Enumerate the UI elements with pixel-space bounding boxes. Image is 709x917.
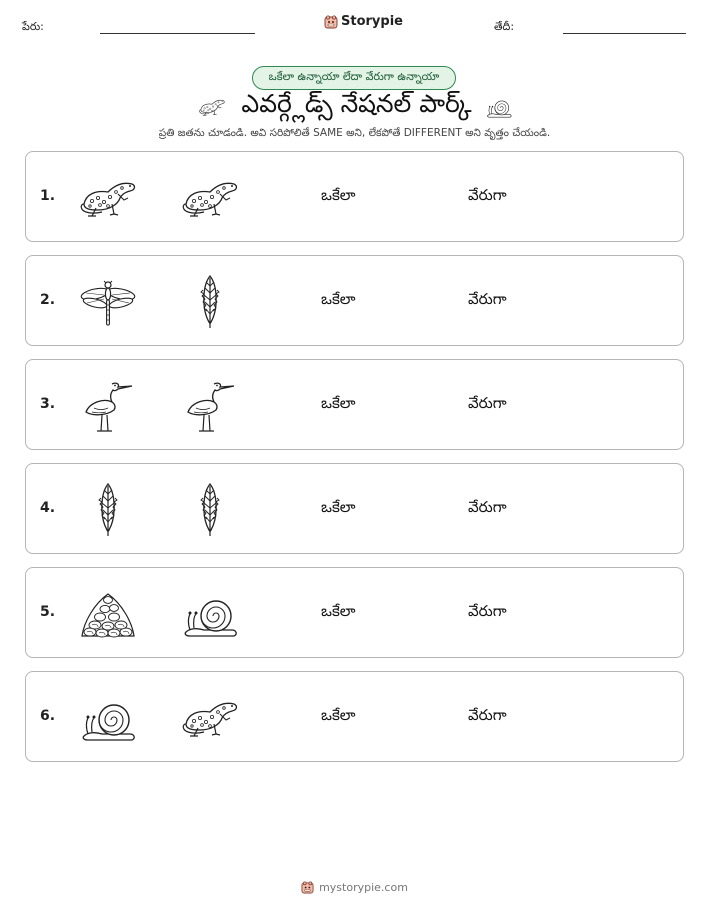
- date-line[interactable]: [563, 33, 686, 34]
- name-line[interactable]: [100, 33, 255, 34]
- exercise-row: [25, 567, 684, 658]
- date-label: తేదీ:: [494, 20, 515, 33]
- different-option[interactable]: వేరుగా: [468, 498, 507, 516]
- same-option[interactable]: ఒకేలా: [321, 186, 356, 204]
- exercise-row: [25, 463, 684, 554]
- storypie-logo-icon: [301, 881, 314, 894]
- lizard-icon: [195, 94, 229, 120]
- snail-icon: [180, 586, 240, 642]
- dragonfly-icon: [78, 274, 138, 330]
- same-option[interactable]: ఒకేలా: [321, 602, 356, 620]
- different-option[interactable]: వేరుగా: [468, 706, 507, 724]
- exercise-row: [25, 359, 684, 450]
- footer-url: mystorypie.com: [319, 881, 408, 894]
- brand-name: Storypie: [341, 14, 403, 29]
- worksheet-tag: ఒకేలా ఉన్నాయా లేదా వేరుగా ఉన్నాయా: [252, 66, 456, 90]
- heron-icon: [78, 378, 138, 434]
- storypie-logo-icon: [324, 15, 338, 29]
- snail-icon: [78, 690, 138, 746]
- different-option[interactable]: వేరుగా: [468, 602, 507, 620]
- heron-icon: [180, 378, 240, 434]
- name-label: పేరు:: [22, 20, 44, 33]
- row-number: 4.: [40, 500, 56, 516]
- page-title: ఎవర్గ్లేడ్స్ నేషనల్ పార్క్: [241, 89, 472, 118]
- same-option[interactable]: ఒకేలా: [321, 290, 356, 308]
- shell-pile-icon: [78, 586, 138, 642]
- row-number: 1.: [40, 188, 56, 204]
- footer: [0, 881, 709, 894]
- lizard-icon: [180, 170, 240, 226]
- exercise-row: [25, 671, 684, 762]
- exercise-row: [25, 255, 684, 346]
- exercise-row: [25, 151, 684, 242]
- leaf-icon: [180, 482, 240, 538]
- brand: [324, 14, 403, 29]
- row-number: 3.: [40, 396, 56, 412]
- different-option[interactable]: వేరుగా: [468, 394, 507, 412]
- lizard-icon: [180, 690, 240, 746]
- instructions: ప్రతి జతను చూడండి. అవి సరిపోలితే SAME అని, లేకపోతే DIFFERENT అని వృత్తం చేయండి.: [158, 127, 551, 139]
- same-option[interactable]: ఒకేలా: [321, 706, 356, 724]
- leaf-icon: [78, 482, 138, 538]
- different-option[interactable]: వేరుగా: [468, 290, 507, 308]
- row-number: 6.: [40, 708, 56, 724]
- same-option[interactable]: ఒకేలా: [321, 394, 356, 412]
- row-number: 5.: [40, 604, 56, 620]
- leaf-icon: [180, 274, 240, 330]
- row-number: 2.: [40, 292, 56, 308]
- same-option[interactable]: ఒకేలా: [321, 498, 356, 516]
- different-option[interactable]: వేరుగా: [468, 186, 507, 204]
- lizard-icon: [78, 170, 138, 226]
- snail-icon: [484, 94, 514, 120]
- title-row: [0, 90, 709, 124]
